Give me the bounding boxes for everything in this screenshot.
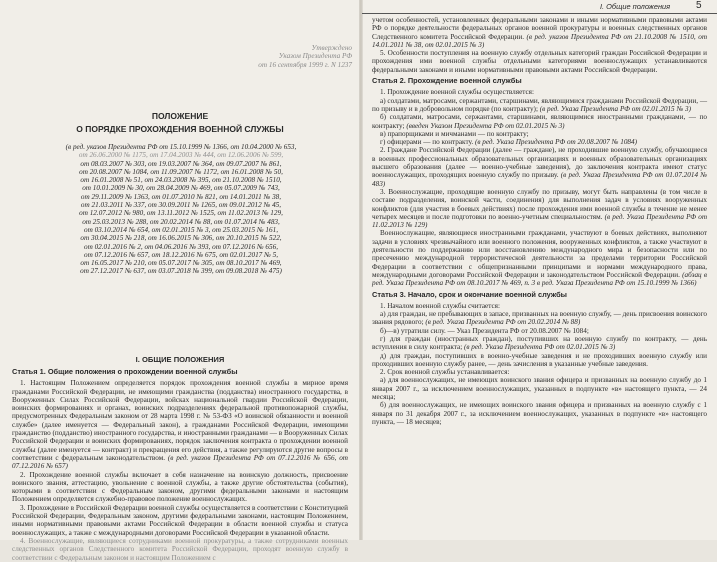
article-2-item-v: в) прапорщиками и мичманами — по контракту; xyxy=(380,129,529,138)
right-body-text xyxy=(372,16,707,426)
article-3-item-g: г) для граждан (иностранных граждан), поступивших на военную службу по контракту, — день вступления в силу контракта; (в ред. Указа Президента РФ от 02.01.2015 № 3) xyxy=(372,334,707,352)
article-3-item-2a: а) для военнослужащих, не имеющих воинского звания офицера и призванных на военную службу до 1 января 2007 г., за исключением военнослужащих, указанных в подпункте «в» настоящего пункта, — 24 месяца; xyxy=(372,376,707,402)
article-2-item-a: а) солдатами, матросами, сержантами, старшинами, являющимися гражданами Российской Федерации, — по призыву и в добровольном порядке (по контракту); (в ред. Указа Президента РФ от 02.01.2015 № 3) xyxy=(372,96,708,113)
article-3-paragraph-2: 2. Срок военной службы устанавливается: xyxy=(380,368,510,377)
continued-paragraph: учетом особенностей, установленных федеральными законами и иными нормативными правовыми актами РФ о порядке деятельности федеральных органов военной прокуратуры и военных следственных органов Следственного комитета Российской Федерации. (в ред. указов Президента РФ от 21.10.2008 № 1510, от 14.01.2011 № 38, от 02.01.2015 № 3) xyxy=(372,16,708,49)
article-3-item-2b: б) для военнослужащих, не имеющих воинского звания офицера и призванных на военную службу с 1 января по 31 декабря 2007 г., за исключением военнослужащих, указанных в подпункте «в» настоящего пункта, — 18 месяцев; xyxy=(372,401,707,426)
running-header-label: I. Общие положения xyxy=(600,2,671,11)
article-3-item-a: а) для граждан, не пребывающих в запасе, призванных на военную службу, — день присвоения воинского звания рядового; (в ред. Указа Президента РФ от 20.02.2014 № 88) xyxy=(372,310,707,327)
approval-stamp: Утверждено Указом Президента РФ от 16 сентября 1999 г. N 1237 xyxy=(258,44,352,69)
article-1-paragraph-4: 4. Военнослужащие, являющиеся сотрудниками военной прокуратуры, а также сотрудниками военных следственных органов Следственного комитета Российской Федерации, проходят военную службу в соответствии с Федеральным законом и настоящим Положением с xyxy=(12,536,348,562)
article-2-paragraph-2: 2. Граждане Российской Федерации (далее — граждане), не проходившие военную службу, обучающиеся в военных профессиональных образовательных организациях и военных образовательных организациях высшего образования (далее — военно-учебные заведения), до заключения контракта имеют статус военнослужащих, проходящих военную службу по призыву. (в ред. Указа Президента РФ от 01.07.2014 № 483) xyxy=(372,146,708,188)
article-2-paragraph-3: 3. Военнослужащие, проходящие военную службу по призыву, могут быть направлены (в том числе в составе подразделения, воинской части, соединения) для выполнения задач в условиях вооруженных конфликтов (для участия в боевых действиях) после прохождения ими военной службы в течение не менее четырех месяцев и после подготовки по военно-учетным специальностям. (в ред. Указа Президента РФ от 11.02.2013 № 129) xyxy=(372,187,708,230)
article-2-item-b: б) солдатами, матросами, сержантами, старшинами, являющимися иностранными гражданами, — по контракту; (введен Указом Президента РФ от 02.01.2015 № 3) xyxy=(372,113,707,130)
article-2-item-g: г) офицерами — по контракту. (в ред. Указа Президента РФ от 20.08.2007 № 1084) xyxy=(380,138,638,147)
document-title-line1: ПОЛОЖЕНИЕ xyxy=(151,111,209,121)
article-2-title: Статья 2. Прохождение военной службы xyxy=(372,76,522,86)
document-title-line2: О ПОРЯДКЕ ПРОХОЖДЕНИЯ ВОЕННОЙ СЛУЖБЫ xyxy=(76,124,284,134)
article-3-title: Статья 3. Начало, срок и окончание военной службы xyxy=(372,289,567,299)
article-1-paragraph-3: 3. Прохождение в Российской Федерации военной службы осуществляется в соответствии с Конституцией Российской Федерации, Федеральным законом, другими федеральными законами, настоящим Положением, иными нормативными правовыми актами Российской Федерации в области военной службы и статуса военнослужащих, а также с международными договорами Российской Федерации в указанной области. xyxy=(12,503,348,537)
article-1-paragraph-5: 5. Особенности поступления на военную службу отдельных категорий граждан Российской Федерации и прохождения ими военной службы отдельными категориями военнослужащих устанавливаются федеральными законами и иными нормативными правовыми актами Российской Федерации. xyxy=(372,49,707,74)
right-page xyxy=(362,0,717,540)
article-2-paragraph-4: Военнослужащие, являющиеся иностранными гражданами, участвуют в боевых действиях, выполняют задачи в условиях чрезвычайного или военного положения, вооруженных конфликтов, а также участвуют в деятельности по поддержанию или восстановлению международного мира и безопасности или по пресечению международной террористической деятельности за пределами территории Российской Федерации в соответствии с общепризнанными принципами и нормами международного права, международными договорами Российской Федерации и законодательством Российской Федерации. (абзац в ред. Указа Президента РФ от 08.10.2017 № 469, п. 3 в ред. Указа Президента РФ от 15.10.1999 № 1366) xyxy=(372,229,708,288)
article-3-paragraph-1: 1. Началом военной службы считается: xyxy=(380,301,500,310)
article-3-item-b-v: б)—в) утратили силу. — Указ Президента РФ от 20.08.2007 № 1084; xyxy=(380,326,589,335)
section-title: I. ОБЩИЕ ПОЛОЖЕНИЯ xyxy=(135,355,225,364)
page-number: 5 xyxy=(696,0,702,11)
amendments-list: (в ред. указов Президента РФ от 15.10.1999 № 1366, от 10.04.2000 № 653, от 26.06.2000 № 1175, от 17.04.2003 № 444, от 12.06.2006 № 599, от 08.03.2007 № 303, от 19.03.2007 № 364, от 09.07.2007 № 861, от 20.08.2007 № 1084, от 11.09.2007 № 1172, от 16.01.2008 № 50, от 16.01.2008 № 51, от 24.03.2008 № 395, от 21.10.2008 № 1510, от 10.01.2009 № 30, от 28.04.2009 № 469, от 05.07.2009 № 743, от 29.11.2009 № 1363, от 01.07.2010 № 821, от 14.01.2011 № 38, от 21.03.2011 № 337, от 30.09.2011 № 1265, от 09.01.2012 № 45, от 12.07.2012 № 980, от 13.11.2012 № 1525, от 11.02.2013 № 129, от 25.03.2013 № 288, от 20.02.2014 № 88, от 01.07.2014 № 483, от 03.10.2014 № 654, от 02.01.2015 № 3, от 25.03.2015 № 161, от 30.04.2015 № 218, от 16.06.2015 № 306, от 20.10.2015 № 522, от 02.01.2016 № 2, от 04.06.2016 № 393, от 07.12.2016 № 656, от 07.12.2016 № 657, от 18.12.2016 № 675, от 02.01.2017 № 5, от 16.05.2017 № 210, от 05.07.2017 № 305, от 08.10.2017 № 469, от 27.12.2017 № 637, от 03.07.2018 № 399, от 09.08.2018 № 475) xyxy=(65,143,297,276)
article-1-paragraph-1: 1. Настоящим Положением определяется порядок прохождения военной службы в мирное время гражданами Российской Федерации, не имеющими гражданства (подданства) иностранного государства, в Вооруженных Силах Российской Федерации, войсках национальной гвардии Российской Федерации, воинских формированиях и органах, воинских подразделениях федеральной противопожарной службы, предусмотренных Федеральным законом от 28 марта 1998 г. № 53-ФЗ «О воинской обязанности и военной службе» (далее именуется — Федеральный закон), а гражданами Российской Федерации, имеющими гражданство (подданство) иностранного государства, и иностранными гражданами — в Вооруженных Силах Российской Федерации и воинских формированиях, порядок заключения контракта о прохождении военной службы (далее именуется — контракт) и прекращения его действия, а также регулируются другие вопросы в соответствии с федеральным законодательством. (в ред. указов Президента РФ от 07.12.2016 № 656, от 07.12.2016 № 657) xyxy=(12,379,348,471)
article-1-paragraph-2: 2. Прохождение военной службы включает в себя назначение на воинскую должность, присвоение воинского звания, аттестацию, увольнение с военной службы, а также другие обстоятельства (события), которыми в соответствии с Федеральным законом, другими федеральными законами и настоящим Положением определяется служебно-правовое положение военнослужащих. xyxy=(12,470,348,504)
article-3-item-d: д) для граждан, поступивших в военно-учебные заведения и не проходивших военную службу или проходивших военную службу ранее, — день зачисления в указанные учебные заведения. xyxy=(372,351,707,368)
article-2-paragraph-1: 1. Прохождение военной службы осуществляется: xyxy=(380,88,534,97)
running-header xyxy=(362,0,717,14)
article-1-title: Статья 1. Общие положения о прохождении военной службы xyxy=(12,367,238,376)
left-body-text xyxy=(12,368,348,562)
